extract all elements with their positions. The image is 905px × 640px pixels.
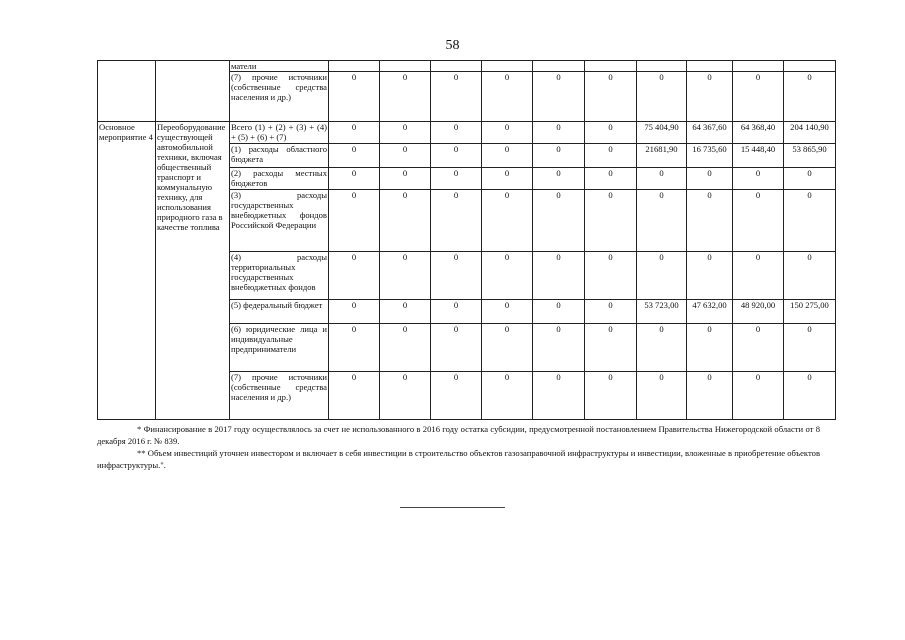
value-cell: 0 [533, 372, 585, 420]
value-cell [637, 61, 687, 72]
value-cell: 0 [431, 122, 482, 144]
value-cell: 0 [380, 144, 431, 168]
value-cell: 0 [585, 122, 637, 144]
value-cell: 0 [687, 190, 733, 252]
value-cell: 0 [733, 190, 784, 252]
value-cell: 64 367,60 [687, 122, 733, 144]
table-row [98, 61, 836, 72]
table-row [98, 122, 836, 144]
value-cell: 0 [482, 252, 533, 300]
value-cell: 150 275,00 [784, 300, 836, 324]
value-cell: 0 [585, 324, 637, 372]
source-label: (3) расходы государственных внебюджетных фондов Российской Федерации [230, 190, 329, 252]
value-cell: 0 [637, 324, 687, 372]
prev-event-desc-cell [156, 61, 230, 122]
value-cell: 0 [431, 72, 482, 122]
value-cell: 0 [687, 168, 733, 190]
value-cell: 0 [533, 252, 585, 300]
value-cell: 0 [431, 324, 482, 372]
value-cell: 47 632,00 [687, 300, 733, 324]
value-cell: 0 [585, 144, 637, 168]
value-cell: 0 [431, 144, 482, 168]
value-cell: 0 [533, 122, 585, 144]
funding-table-body [98, 61, 836, 420]
value-cell: 0 [733, 372, 784, 420]
event-name: Основное мероприятие 4 [98, 122, 156, 420]
value-cell: 0 [380, 300, 431, 324]
value-cell [329, 61, 380, 72]
value-cell: 0 [533, 190, 585, 252]
value-cell: 0 [329, 300, 380, 324]
value-cell: 0 [431, 300, 482, 324]
value-cell: 0 [329, 252, 380, 300]
footnotes [97, 423, 820, 471]
value-cell: 0 [482, 324, 533, 372]
value-cell: 0 [482, 372, 533, 420]
value-cell: 0 [637, 168, 687, 190]
value-cell: 0 [482, 190, 533, 252]
value-cell: 53 723,00 [637, 300, 687, 324]
value-cell: 0 [380, 372, 431, 420]
value-cell: 0 [784, 372, 836, 420]
value-cell: 21681,90 [637, 144, 687, 168]
value-cell: 0 [431, 252, 482, 300]
prev-event-name-cell [98, 61, 156, 122]
footnote-1: * Финансирование в 2017 году осуществлялось за счет не использованного в 2016 году остатка субсидии, предусмотренной постановлением Правительства Нижегородской области от 8 декабря 2016 г. № 839. [97, 424, 820, 446]
value-cell: 0 [687, 372, 733, 420]
value-cell: 48 920,00 [733, 300, 784, 324]
value-cell: 0 [431, 168, 482, 190]
value-cell: 0 [687, 252, 733, 300]
value-cell: 0 [784, 190, 836, 252]
value-cell: 0 [533, 168, 585, 190]
value-cell: 0 [585, 190, 637, 252]
value-cell: 15 448,40 [733, 144, 784, 168]
value-cell: 53 865,90 [784, 144, 836, 168]
value-cell: 0 [637, 372, 687, 420]
value-cell: 0 [733, 324, 784, 372]
source-label: (7) прочие источники (собственные средства населения и др.) [230, 72, 329, 122]
value-cell: 0 [380, 122, 431, 144]
value-cell [784, 61, 836, 72]
source-label: (2) расходы местных бюджетов [231, 168, 327, 188]
value-cell: 0 [533, 324, 585, 372]
value-cell: 0 [733, 168, 784, 190]
value-cell: 16 735,60 [687, 144, 733, 168]
value-cell: 0 [329, 324, 380, 372]
end-rule [400, 507, 505, 508]
value-cell: 0 [482, 122, 533, 144]
value-cell: 0 [637, 72, 687, 122]
value-cell [687, 61, 733, 72]
value-cell: 0 [733, 252, 784, 300]
value-cell [431, 61, 482, 72]
value-cell: 0 [482, 144, 533, 168]
value-cell: 0 [329, 72, 380, 122]
value-cell: 0 [585, 300, 637, 324]
value-cell: 0 [380, 252, 431, 300]
value-cell: 0 [687, 324, 733, 372]
value-cell: 0 [431, 372, 482, 420]
footnote-2: ** Объем инвестиций уточнен инвестором и включает в себя инвестиции в строительство объектов газозаправочной инфраструктуры и инвестиции, вложенные в приобретение объектов инфраструктуры.". [97, 448, 820, 470]
value-cell: 64 368,40 [733, 122, 784, 144]
source-label: (6) юридические лица и индивидуальные предприниматели [230, 324, 329, 372]
value-cell: 0 [482, 168, 533, 190]
value-cell: 0 [380, 168, 431, 190]
value-cell: 0 [637, 252, 687, 300]
value-cell: 0 [329, 190, 380, 252]
value-cell: 0 [637, 190, 687, 252]
value-cell: 0 [585, 168, 637, 190]
source-label: (1) расходы областного бюджета [230, 144, 329, 168]
value-cell: 0 [585, 72, 637, 122]
page-number: 58 [445, 38, 460, 53]
value-cell [585, 61, 637, 72]
source-label: матели [230, 61, 329, 72]
value-cell: 0 [329, 372, 380, 420]
value-cell: 0 [380, 72, 431, 122]
value-cell: 0 [784, 252, 836, 300]
value-cell: 0 [784, 324, 836, 372]
value-cell: 0 [533, 72, 585, 122]
source-label: (7) прочие источники (собственные средства населения и др.) [230, 372, 329, 420]
value-cell: 0 [733, 72, 784, 122]
value-cell: 0 [784, 168, 836, 190]
source-label: (4) расходы территориальных государственных внебюджетных фондов [230, 252, 329, 300]
value-cell [733, 61, 784, 72]
value-cell: 204 140,90 [784, 122, 836, 144]
value-cell: 0 [687, 72, 733, 122]
value-cell: 0 [533, 144, 585, 168]
source-label: Всего (1) + (2) + (3) + (4) + (5) + (6) + (7) [231, 122, 327, 142]
event-description: Переоборудование существующей автомобильной техники, включая общественный транспорт и коммунальную технику, для использования природного газа в качестве топлива [156, 122, 230, 420]
value-cell [533, 61, 585, 72]
value-cell [482, 61, 533, 72]
value-cell [380, 61, 431, 72]
value-cell: 0 [329, 122, 380, 144]
value-cell: 0 [533, 300, 585, 324]
value-cell: 75 404,90 [637, 122, 687, 144]
value-cell: 0 [482, 300, 533, 324]
source-label: (5) федеральный бюджет [230, 300, 329, 324]
value-cell: 0 [431, 190, 482, 252]
funding-table [97, 60, 836, 420]
value-cell: 0 [784, 72, 836, 122]
value-cell: 0 [380, 190, 431, 252]
value-cell: 0 [585, 372, 637, 420]
value-cell: 0 [482, 72, 533, 122]
value-cell: 0 [329, 168, 380, 190]
value-cell: 0 [585, 252, 637, 300]
value-cell: 0 [329, 144, 380, 168]
value-cell: 0 [380, 324, 431, 372]
